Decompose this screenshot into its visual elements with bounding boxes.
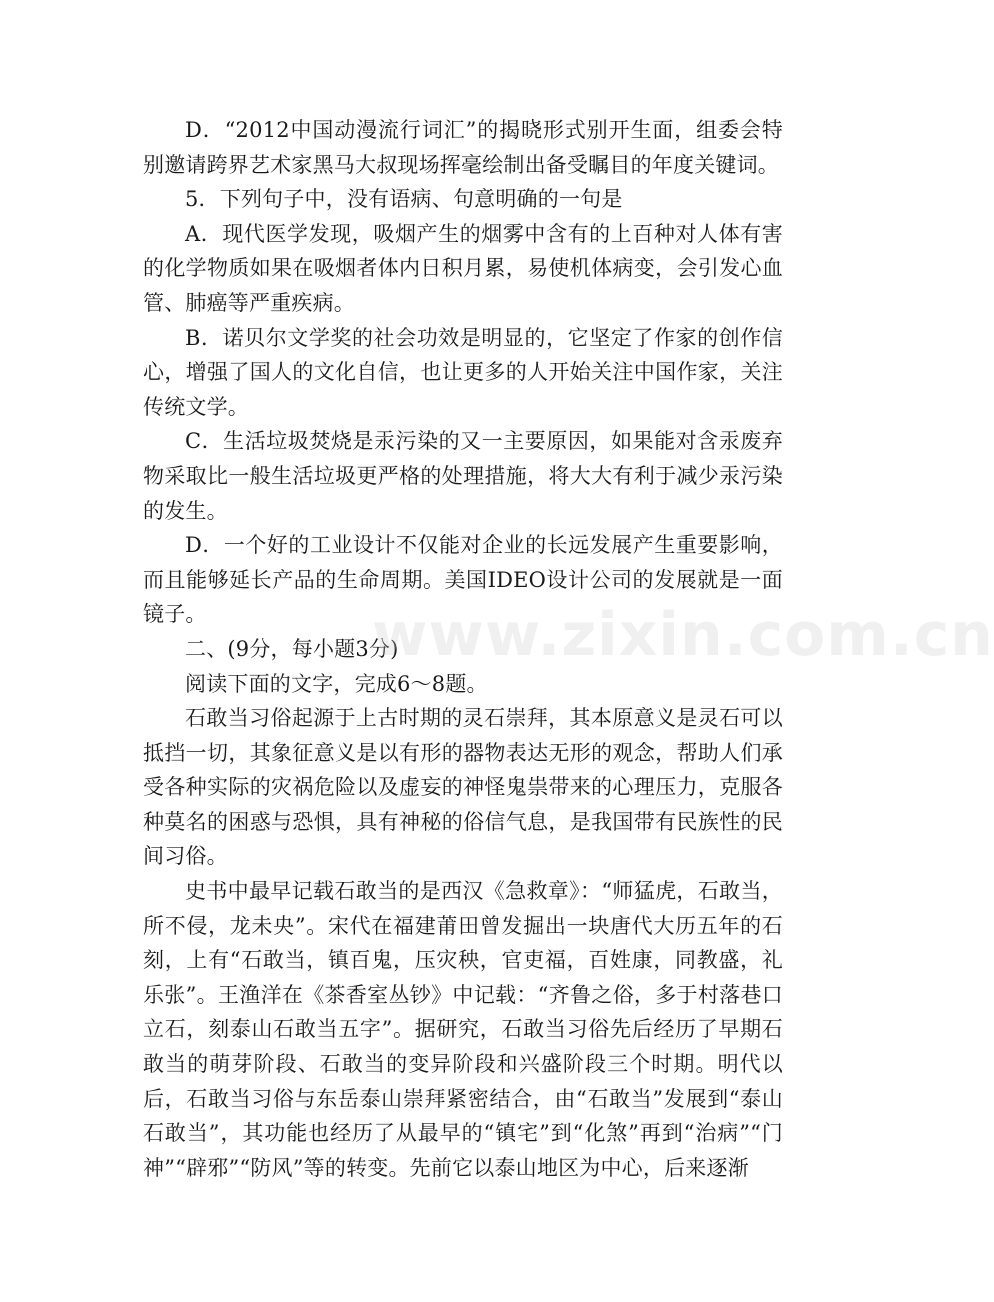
paragraph-option-b: B．诺贝尔文学奖的社会功效是明显的，它坚定了作家的创作信心，增强了国人的文化自信，也让更多的人开始关注中国作家，关注传统文学。 (143, 325, 783, 419)
document-body (143, 113, 783, 1185)
paragraph-option-d-prev: D．“2012中国动漫流行词汇”的揭晓形式别开生面，组委会特别邀请跨界艺术家黑马大叔现场挥毫绘制出备受瞩目的年度关键词。 (143, 118, 783, 177)
passage-paragraph-1: 石敢当习俗起源于上古时期的灵石崇拜，其本原意义是灵石可以抵挡一切，其象征意义是以有形的器物表达无形的观念，帮助人们承受各种实际的灾祸危险以及虚妄的神怪鬼祟带来的心理压力，克服各种莫名的困惑与恐惧，具有神秘的俗信气息，是我国带有民族性的民间习俗。 (143, 706, 783, 869)
reading-instruction: 阅读下面的文字，完成6～8题。 (185, 671, 488, 696)
passage-paragraph-2: 史书中最早记载石敢当的是西汉《急救章》：“师猛虎，石敢当，所不侵，龙未央”。宋代在福建莆田曾发掘出一块唐代大历五年的石刻，上有“石敢当，镇百鬼，压灾秧，官吏福，百姓康，同教盛，礼乐张”。王渔洋在《茶香室丛钞》中记载：“齐鲁之俗，多于村落巷口立石，刻泰山石敢当五字”。据研究，石敢当习俗先后经历了早期石敢当的萌芽阶段、石敢当的变异阶段和兴盛阶段三个时期。明代以后，石敢当习俗与东岳泰山崇拜紧密结合，由“石敢当”发展到“泰山石敢当”，其功能也经历了从最早的“镇宅”到“化煞”再到“治病”“门神”“辟邪”“防风”等的转变。先前它以泰山地区为中心，后来逐渐 (143, 879, 784, 1180)
paragraph-option-d: D．一个好的工业设计不仅能对企业的长远发展产生重要影响，而且能够延长产品的生命周期。美国IDEO设计公司的发展就是一面镜子。 (143, 533, 783, 627)
watermark: www.zixin.com.cn (372, 600, 994, 670)
paragraph-question-5: 5．下列句子中，没有语病、句意明确的一句是 (185, 187, 623, 212)
paragraph-option-c: C．生活垃圾焚烧是汞污染的又一主要原因，如果能对含汞废弃物采取比一般生活垃圾更严格的处理措施，将大大有利于减少汞污染的发生。 (143, 429, 783, 523)
section-heading: 二、(9分，每小题3分) (185, 636, 399, 661)
paragraph-option-a: A．现代医学发现，吸烟产生的烟雾中含有的上百种对人体有害的化学物质如果在吸烟者体内日积月累，易使机体病变，会引发心血管、肺癌等严重疾病。 (143, 221, 783, 315)
